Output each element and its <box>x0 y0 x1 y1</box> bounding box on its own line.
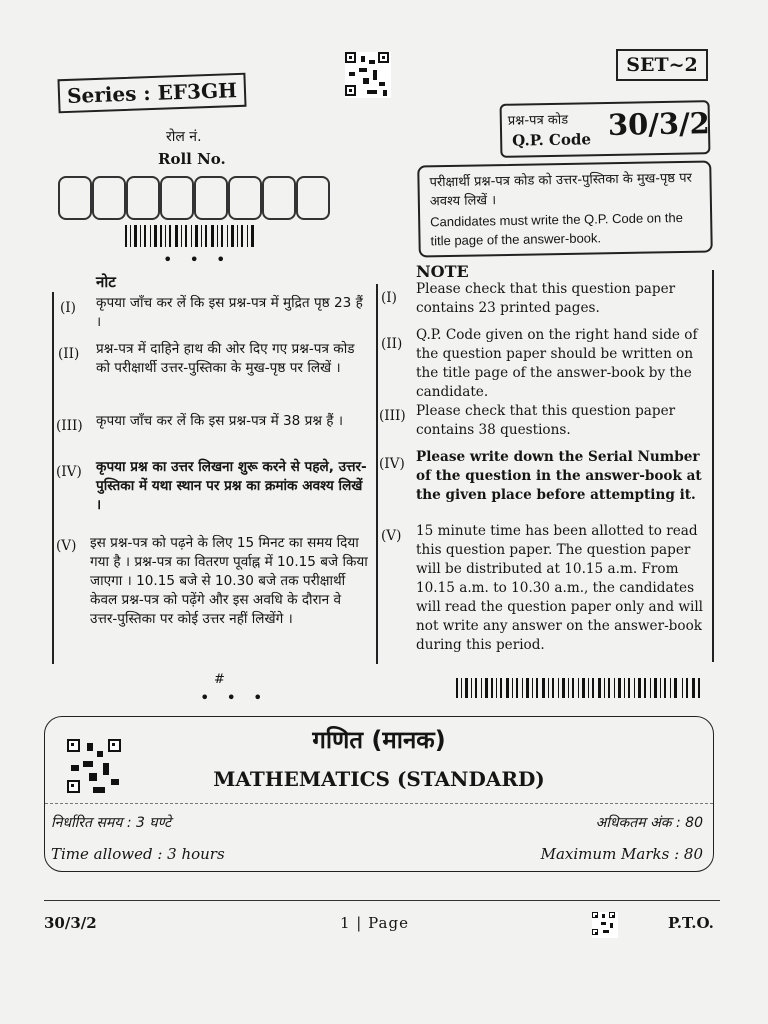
subject-title-hi: गणित (मानक) <box>312 726 446 754</box>
note-title-hi: नोट <box>96 273 116 291</box>
footer-rule <box>44 900 720 901</box>
note-en-num-2: (II) <box>381 336 403 352</box>
note-en-num-4: (IV) <box>379 456 405 472</box>
note-hi-num-3: (III) <box>56 418 83 434</box>
note-hi-num-5: (V) <box>56 538 77 554</box>
qr-code-icon <box>592 912 618 938</box>
note-hi-num-4: (IV) <box>56 464 82 480</box>
roll-label-hi: रोल नं. <box>166 129 202 145</box>
footer-pto: P.T.O. <box>668 914 714 932</box>
note-en-num-1: (I) <box>381 290 397 306</box>
qr-code-icon <box>345 52 391 98</box>
note-en-5: 15 minute time has been allotted to read this question paper. The question paper will be distributed at 10.15 a.m. From 10.15 a.m. to 10.30 a.m., the candidates will read the question paper only and will not write any answer on the answer-book during this period. <box>416 523 704 653</box>
qp-label-en: Q.P. Code <box>512 130 592 150</box>
qp-label-hi: प्रश्न-पत्र कोड <box>507 112 569 129</box>
note-hi-num-1: (I) <box>60 300 76 316</box>
roll-label-en: Roll No. <box>158 150 226 168</box>
qp-code-value: 30/3/2 <box>607 106 711 142</box>
hash-mark: # <box>214 672 225 687</box>
series-label: Series : EF3GH <box>57 73 246 114</box>
time-en: Time allowed : 3 hours <box>51 845 225 863</box>
separator-dots-2: • • • <box>200 688 269 707</box>
note-en-4: Please write down the Serial Number of the question in the answer-book at the given place before attempting it. <box>416 449 702 503</box>
note-title-en: NOTE <box>416 262 469 281</box>
candidate-instruction-box <box>417 160 713 257</box>
note-en-right-border <box>712 270 714 662</box>
note-en-2: Q.P. Code given on the right hand side of the question paper should be written on the title page of the answer-book by the candidate. <box>416 327 698 400</box>
subject-title-en: MATHEMATICS (STANDARD) <box>213 767 545 791</box>
subject-box <box>44 716 714 872</box>
note-en-1: Please check that this question paper contains 23 printed pages. <box>416 281 676 316</box>
note-en-3: Please check that this question paper contains 38 questions. <box>416 403 676 438</box>
set-label: SET~2 <box>616 49 708 81</box>
footer-page: 1 | Page <box>340 914 409 932</box>
note-hi-num-2: (II) <box>58 346 80 362</box>
barcode-icon <box>125 225 255 247</box>
marks-hi: अधिकतम अंक : 80 <box>595 815 703 831</box>
note-hi-1: कृपया जाँच कर लें कि इस प्रश्न-पत्र में मुद्रित पृष्ठ 23 हैं । <box>96 295 363 330</box>
instruction-hi: परीक्षार्थी प्रश्न-पत्र कोड को उत्तर-पुस्तिका के मुख-पृष्ठ पर अवश्य लिखें । <box>429 170 692 210</box>
note-hi-4: कृपया प्रश्न का उत्तर लिखना शुरू करने से पहले, उत्तर-पुस्तिका में यथा स्थान पर प्रश्न का क्रमांक अवश्य लिखें । <box>96 459 367 513</box>
qp-code-box <box>500 100 711 158</box>
note-hi-2: प्रश्न-पत्र में दाहिने हाथ की ओर दिए गए प्रश्न-पत्र कोड को परीक्षार्थी उत्तर-पुस्तिका के मुख-पृष्ठ पर लिखें । <box>96 341 355 376</box>
subject-divider <box>45 803 713 804</box>
note-en-num-5: (V) <box>381 528 402 544</box>
note-hi-3: कृपया जाँच कर लें कि इस प्रश्न-पत्र में 38 प्रश्न हैं । <box>96 413 343 429</box>
time-hi: निर्धारित समय : 3 घण्टे <box>51 815 172 831</box>
barcode-icon <box>456 678 700 698</box>
instruction-en: Candidates must write the Q.P. Code on the title page of the answer-book. <box>430 209 683 249</box>
note-divider <box>376 284 378 664</box>
separator-dots: • • • <box>163 250 232 269</box>
note-en-num-3: (III) <box>379 408 406 424</box>
note-hi-left-border <box>52 292 54 664</box>
note-hi-5: इस प्रश्न-पत्र को पढ़ने के लिए 15 मिनट का समय दिया गया है । प्रश्न-पत्र का वितरण पूर्वाह्न में 10.15 बजे किया जाएगा । 10.15 बजे से 10.30 बजे तक परीक्षार्थी केवल प्रश्न-पत्र को पढ़ेंगे और इस अवधि के दौरान वे उत्तर-पुस्तिका पर कोई उत्तर नहीं लिखेंगे । <box>90 535 368 627</box>
footer-code: 30/3/2 <box>44 914 97 932</box>
marks-en: Maximum Marks : 80 <box>540 845 703 863</box>
